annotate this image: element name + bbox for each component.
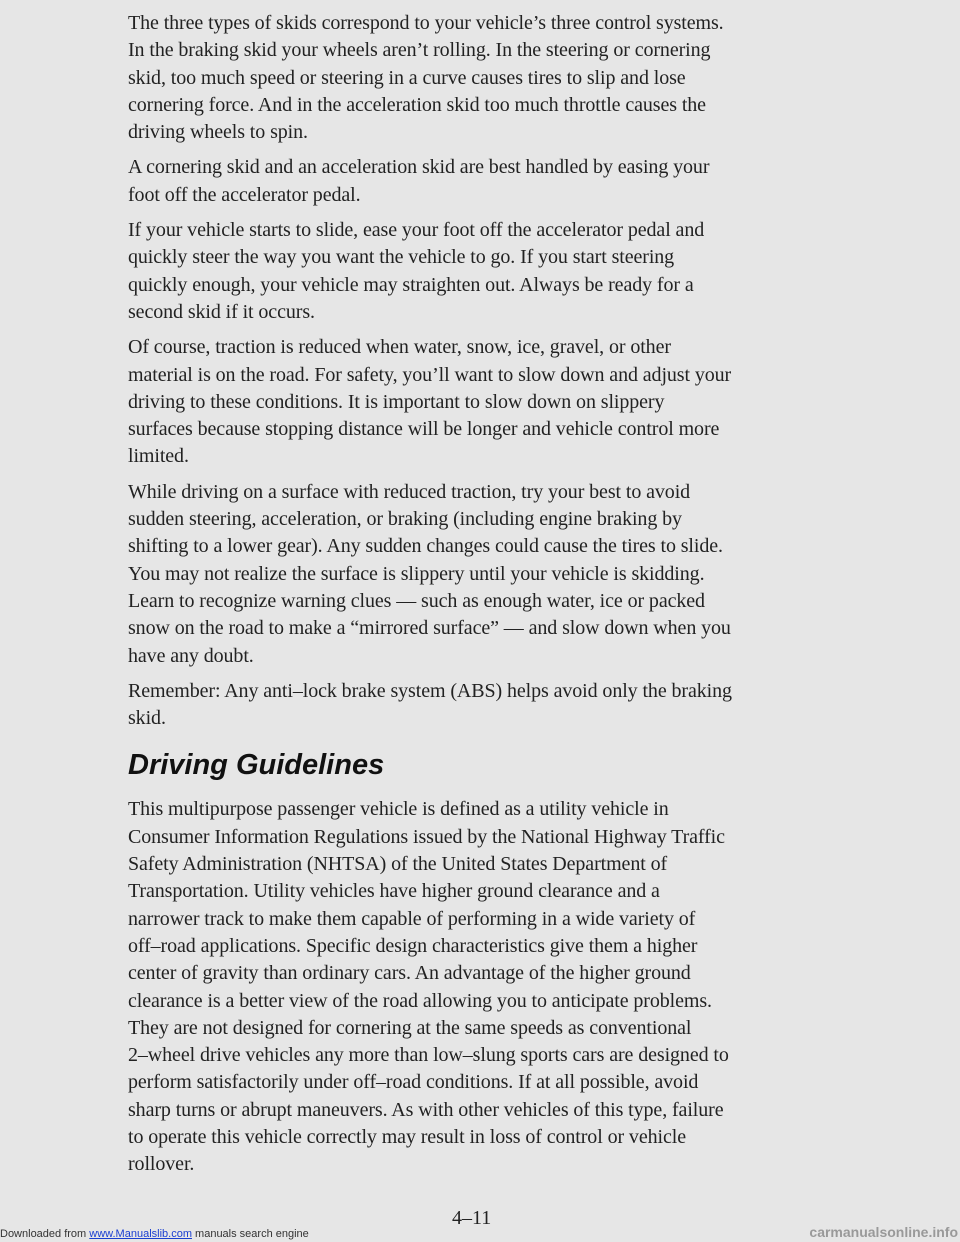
text-line: sudden steering, acceleration, or braking (including engine braking by (128, 508, 682, 531)
text-line: have any doubt. (128, 644, 254, 667)
footer-prefix: Downloaded from (0, 1228, 90, 1240)
text-line: In the braking skid your wheels aren’t rolling. In the steering or cornering (128, 39, 711, 62)
text-line: foot off the accelerator pedal. (128, 183, 361, 206)
page-content (128, 10, 828, 1179)
text-line: driving wheels to spin. (128, 121, 308, 144)
text-line: center of gravity than ordinary cars. An advantage of the higher ground (128, 962, 691, 985)
download-footer (0, 1228, 309, 1240)
text-line: shifting to a lower gear). Any sudden changes could cause the tires to slide. (128, 535, 723, 558)
guidelines-paragraph (128, 796, 828, 1178)
text-line: to operate this vehicle correctly may result in loss of control or vehicle (128, 1125, 686, 1148)
text-line: cornering force. And in the acceleration skid too much throttle causes the (128, 93, 706, 116)
text-line: snow on the road to make a “mirrored surface” — and slow down when you (128, 617, 731, 640)
text-line: driving to these conditions. It is important to slow down on slippery (128, 390, 665, 413)
text-line: They are not designed for cornering at the same speeds as conventional (128, 1016, 692, 1039)
text-line: quickly enough, your vehicle may straighten out. Always be ready for a (128, 273, 694, 296)
text-line: second skid if it occurs. (128, 300, 315, 323)
page-number: 4–11 (452, 1207, 492, 1229)
text-line: You may not realize the surface is slippery until your vehicle is skidding. (128, 562, 705, 585)
text-line: surfaces because stopping distance will be longer and vehicle control more (128, 418, 720, 441)
text-line: sharp turns or abrupt maneuvers. As with other vehicles of this type, failure (128, 1098, 724, 1121)
text-line: This multipurpose passenger vehicle is defined as a utility vehicle in (128, 798, 669, 821)
text-line: Safety Administration (NHTSA) of the United States Department of (128, 853, 668, 876)
manualslib-link[interactable]: www.Manualslib.com (89, 1228, 192, 1240)
watermark: carmanualsonline.info (809, 1224, 958, 1240)
text-line: perform satisfactorily under off–road conditions. If at all possible, avoid (128, 1071, 699, 1094)
text-line: material is on the road. For safety, you’ll want to slow down and adjust your (128, 363, 732, 386)
text-line: limited. (128, 445, 189, 468)
section-heading: Driving Guidelines (128, 749, 385, 782)
text-line: rollover. (128, 1153, 195, 1176)
text-line: quickly steer the way you want the vehicle to go. If you start steering (128, 246, 675, 269)
text-line: 2–wheel drive vehicles any more than low–slung sports cars are designed to (128, 1044, 729, 1067)
text-line: If your vehicle starts to slide, ease your foot off the accelerator pedal and (128, 219, 705, 242)
footer-suffix: manuals search engine (191, 1228, 309, 1240)
text-line: off–road applications. Specific design characteristics give them a higher (128, 934, 698, 957)
text-line: A cornering skid and an acceleration skid are best handled by easing your (128, 156, 710, 179)
text-line: Learn to recognize warning clues — such as enough water, ice or packed (128, 589, 705, 612)
cornering-skid-paragraph (128, 154, 828, 209)
reduced-traction-paragraph (128, 334, 828, 470)
text-line: Remember: Any anti–lock brake system (ABS) helps avoid only the braking (128, 679, 732, 702)
text-line: Of course, traction is reduced when water, snow, ice, gravel, or other (128, 336, 671, 359)
text-line: narrower track to make them capable of performing in a wide variety of (128, 907, 696, 930)
text-line: While driving on a surface with reduced traction, try your best to avoid (128, 480, 691, 503)
text-line: Consumer Information Regulations issued by the National Highway Traffic (128, 825, 725, 848)
slippery-surface-paragraph (128, 479, 828, 670)
text-line: The three types of skids correspond to your vehicle’s three control systems. (128, 12, 724, 34)
text-line: Transportation. Utility vehicles have higher ground clearance and a (128, 880, 660, 903)
text-line: skid, too much speed or steering in a curve causes tires to slip and lose (128, 66, 686, 89)
abs-reminder-paragraph (128, 678, 828, 733)
text-line: skid. (128, 707, 166, 730)
slide-recovery-paragraph (128, 217, 828, 326)
skid-types-paragraph (128, 10, 828, 146)
text-line: clearance is a better view of the road allowing you to anticipate problems. (128, 989, 712, 1012)
